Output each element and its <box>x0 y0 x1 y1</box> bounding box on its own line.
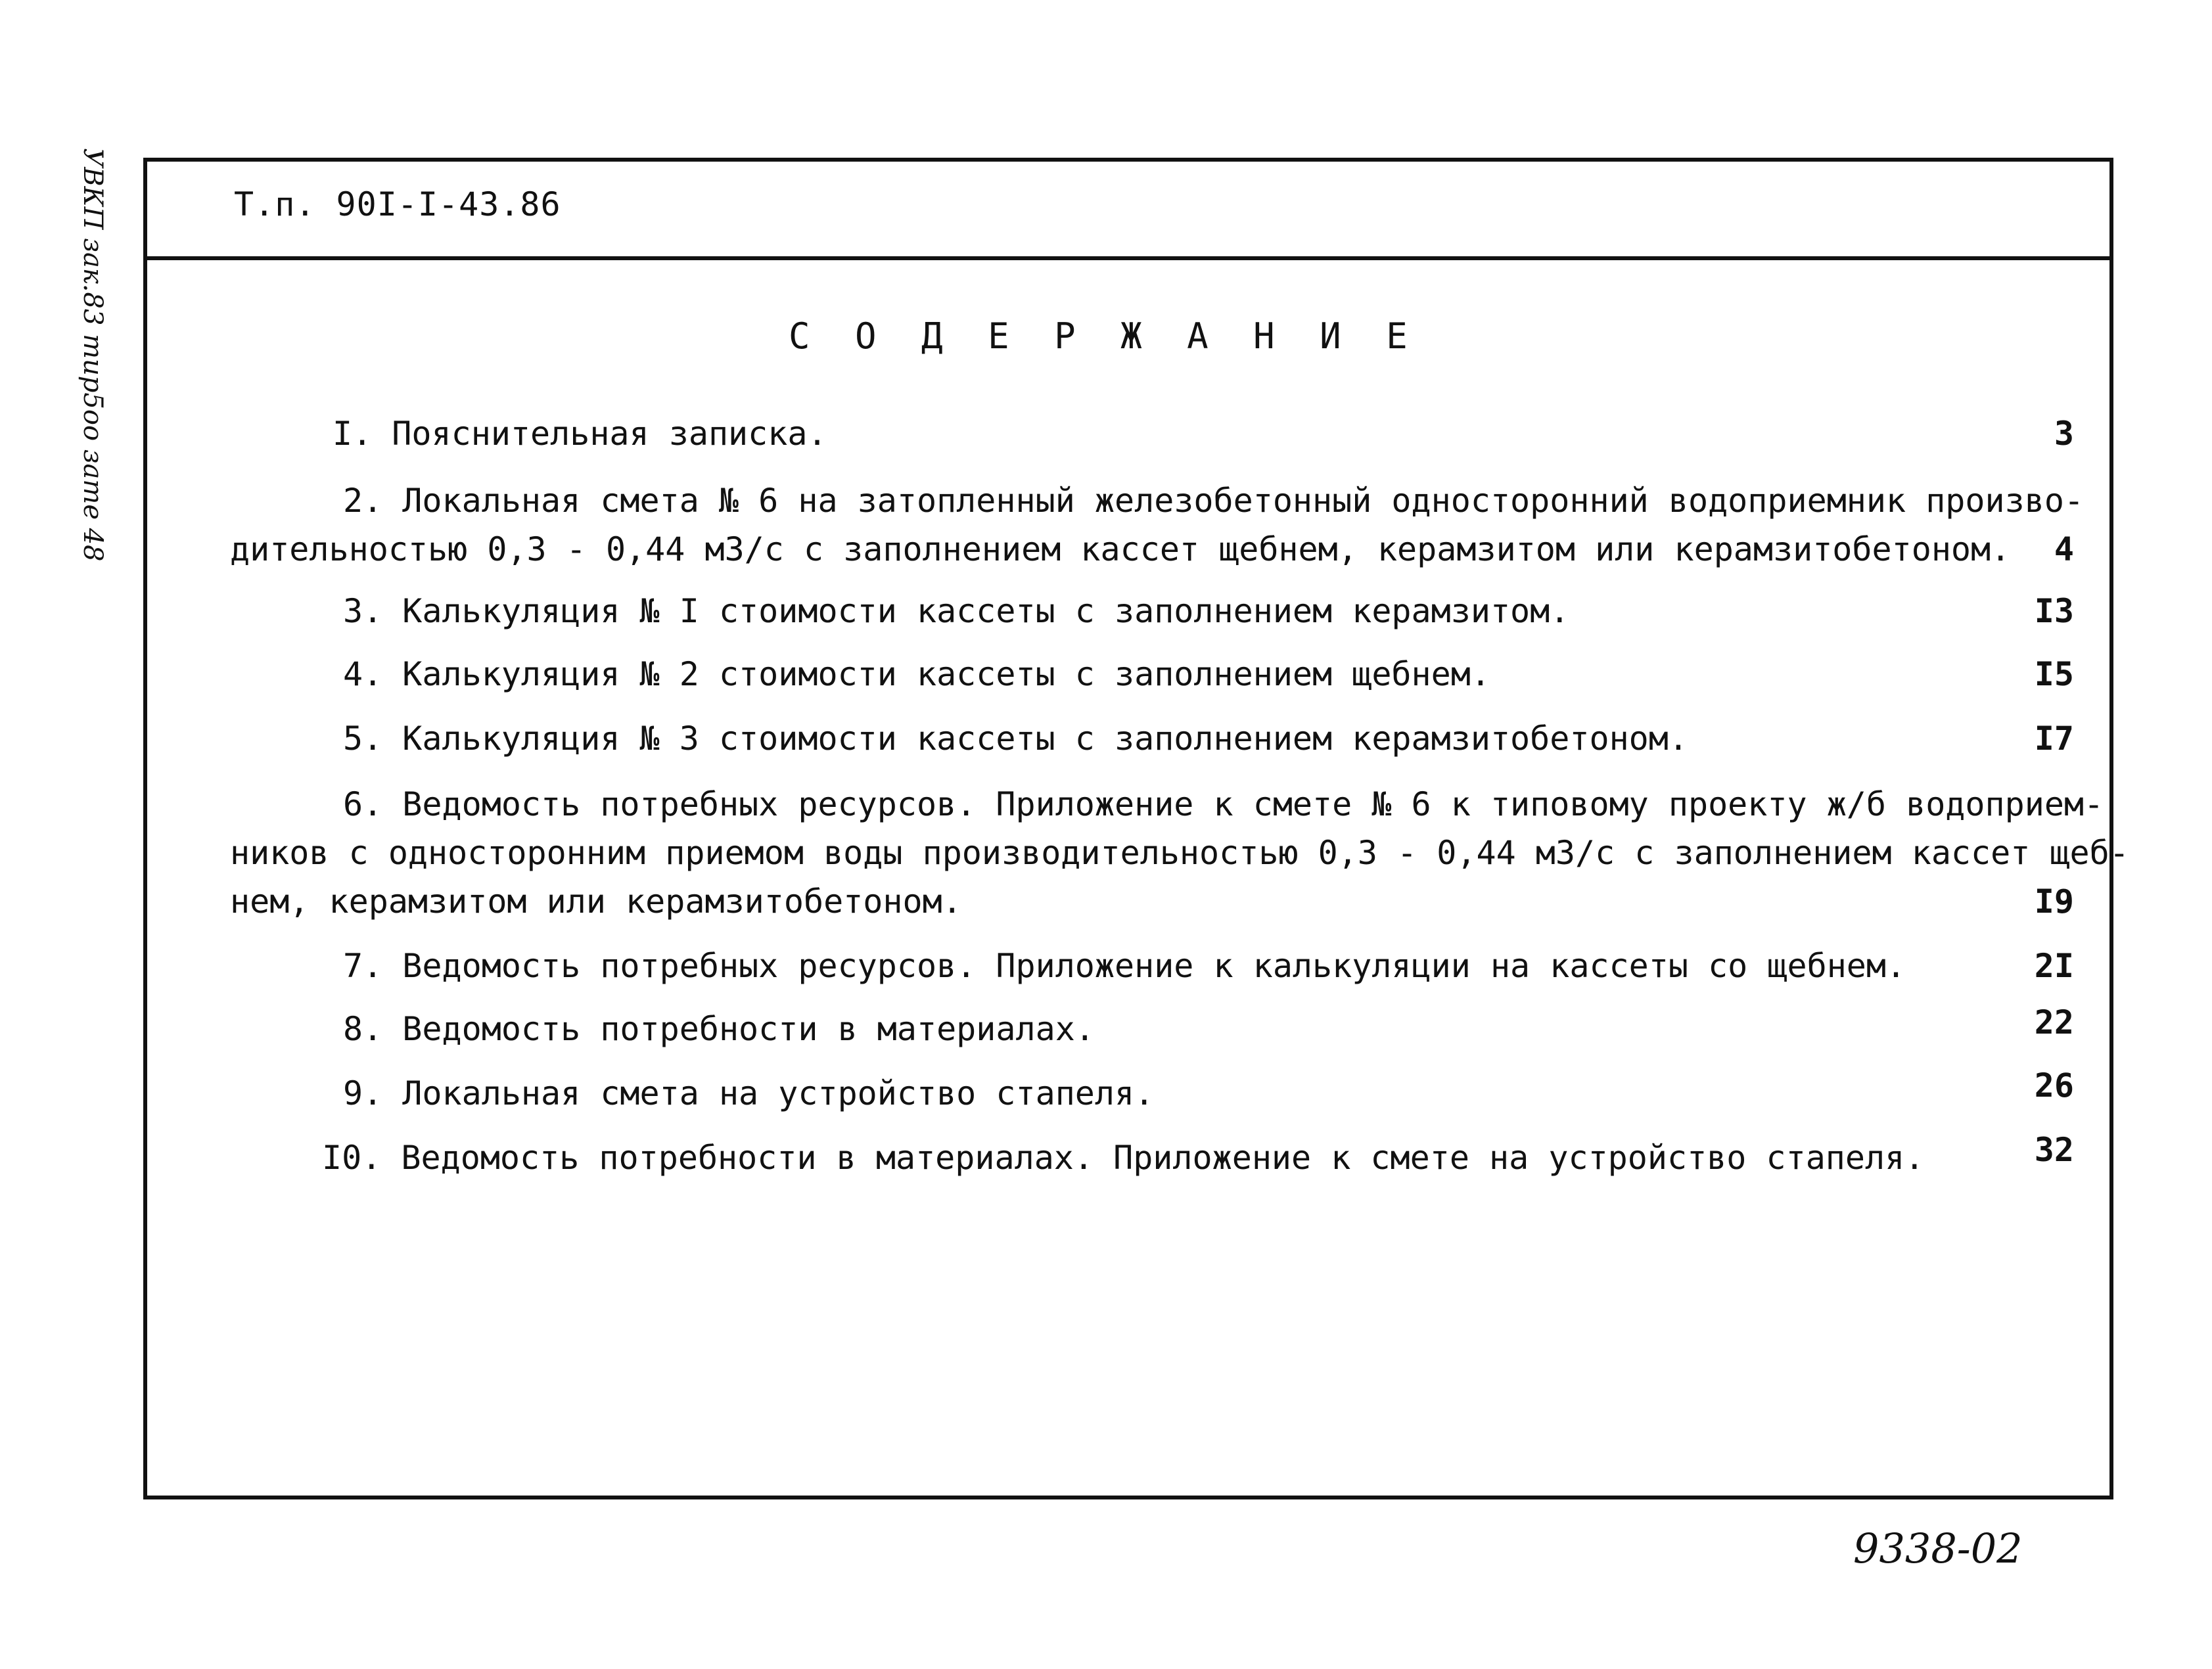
toc-item-2-line-1: 2. Локальная смета № 6 на затопленный железобетонный односторонний водоприемник произво- <box>343 482 2085 520</box>
toc-item-5-page: I7 <box>2034 720 2074 758</box>
toc-item-2-page: 4 <box>2054 530 2074 568</box>
toc-item-3-page: I3 <box>2034 592 2074 630</box>
toc-title: С О Д Е Р Ж А Н И Е <box>789 315 1419 357</box>
toc-item-6-line-3: нем, керамзитом или керамзитобетоном. <box>230 882 962 921</box>
toc-item-9-page: 26 <box>2034 1066 2074 1105</box>
toc-item-5-line-1: 5. Калькуляция № 3 стоимости кассеты с заполнением керамзитобетоном. <box>343 720 1688 758</box>
toc-item-9-line-1: 9. Локальная смета на устройство стапеля. <box>343 1074 1155 1112</box>
footer-handwritten-number: 9338-02 <box>1853 1524 2023 1572</box>
toc-item-8-page: 22 <box>2034 1003 2074 1041</box>
toc-item-1-page: 3 <box>2054 415 2074 453</box>
toc-item-2-line-2: дительностью 0,3 - 0,44 м3/с с заполнением кассет щебнем, керамзитом или керамзитобетоном. <box>230 530 2011 568</box>
toc-item-6-line-1: 6. Ведомость потребных ресурсов. Приложение к смете № 6 к типовому проекту ж/б водоприем- <box>343 785 2104 823</box>
toc-item-7-line-1: 7. Ведомость потребных ресурсов. Приложение к калькуляции на кассеты со щебнем. <box>343 947 1906 985</box>
toc-item-3-line-1: 3. Калькуляция № I стоимости кассеты с заполнением керамзитом. <box>343 592 1570 630</box>
toc-item-10-line-1: I0. Ведомость потребности в материалах. Приложение к смете на устройство стапеля. <box>322 1139 1925 1177</box>
toc-item-7-page: 2I <box>2034 947 2074 985</box>
side-stamp-text: УВКП зак.83 тир5оо зате 48 <box>78 148 108 562</box>
toc-item-4-line-1: 4. Калькуляция № 2 стоимости кассеты с заполнением щебнем. <box>343 655 1490 693</box>
toc-item-1-line-1: I. Пояснительная записка. <box>333 415 827 453</box>
toc-item-4-page: I5 <box>2034 655 2074 693</box>
toc-item-8-line-1: 8. Ведомость потребности в материалах. <box>343 1010 1095 1048</box>
toc-item-6-line-2: ников с односторонним приемом воды производительностью 0,3 - 0,44 м3/с с заполнением кассет щеб- <box>230 834 2129 872</box>
toc-item-10-page: 32 <box>2034 1131 2074 1169</box>
toc-item-6-page: I9 <box>2034 882 2074 921</box>
document-code: Т.п. 90I-I-43.86 <box>234 185 561 223</box>
